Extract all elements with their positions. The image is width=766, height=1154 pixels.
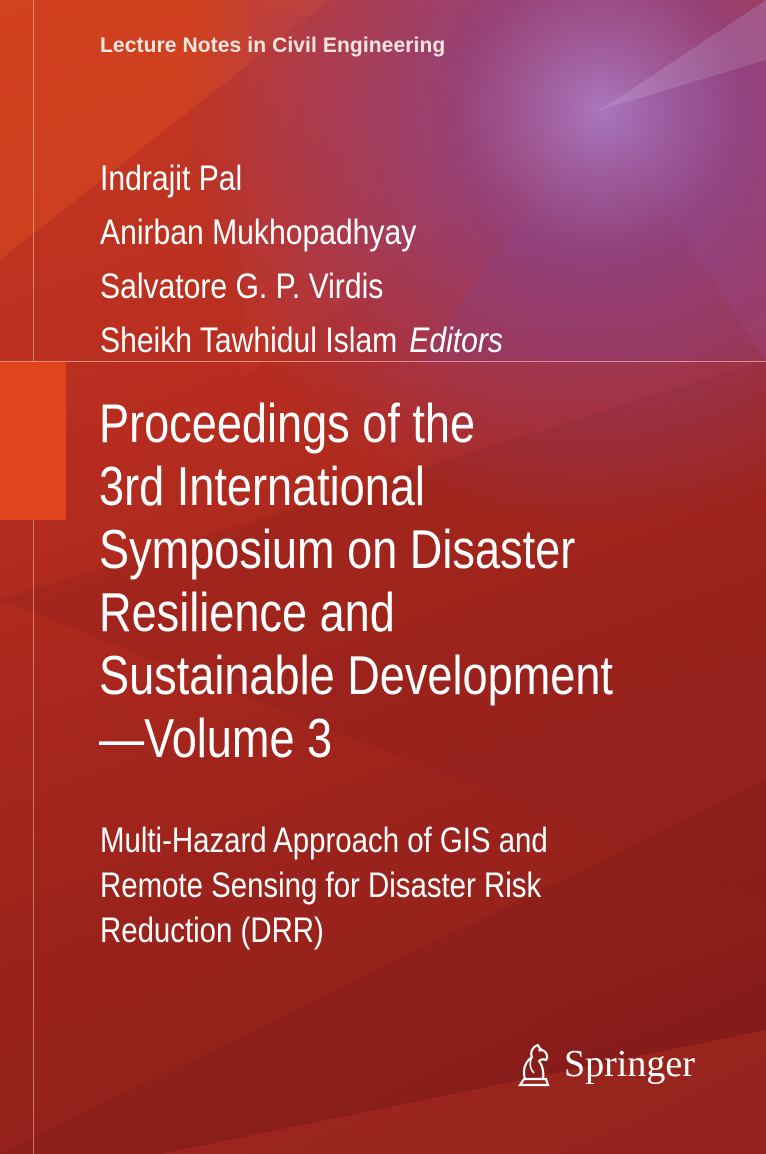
subtitle-line: Multi-Hazard Approach of GIS and [100, 821, 548, 860]
editor-name: Sheikh Tawhidul Islam [100, 321, 398, 360]
editors-block [100, 152, 503, 368]
editors-role-label: Editors [409, 321, 503, 360]
springer-knight-icon [512, 1039, 556, 1089]
title-line: Proceedings of the [99, 392, 476, 454]
subtitle-line: Reduction (DRR) [100, 911, 324, 950]
title-line: 3rd International [99, 455, 425, 517]
book-subtitle [100, 818, 548, 953]
editor-name: Anirban Mukhopadhyay [100, 213, 417, 252]
editor-name: Indrajit Pal [100, 159, 243, 198]
book-title [99, 392, 613, 770]
orange-accent-block [0, 362, 66, 520]
vertical-rule [33, 0, 34, 1154]
editor-name: Salvatore G. P. Virdis [100, 267, 384, 306]
title-line: Symposium on Disaster [99, 518, 576, 580]
title-line: Resilience and [99, 581, 395, 643]
title-line: Sustainable Development [99, 644, 613, 706]
publisher-name: Springer [564, 1043, 695, 1085]
title-line: —Volume 3 [99, 707, 333, 769]
editor-last-line [100, 314, 503, 368]
publisher-mark [512, 1038, 695, 1090]
subtitle-line: Remote Sensing for Disaster Risk [100, 866, 542, 905]
series-title: Lecture Notes in Civil Engineering [100, 34, 446, 57]
